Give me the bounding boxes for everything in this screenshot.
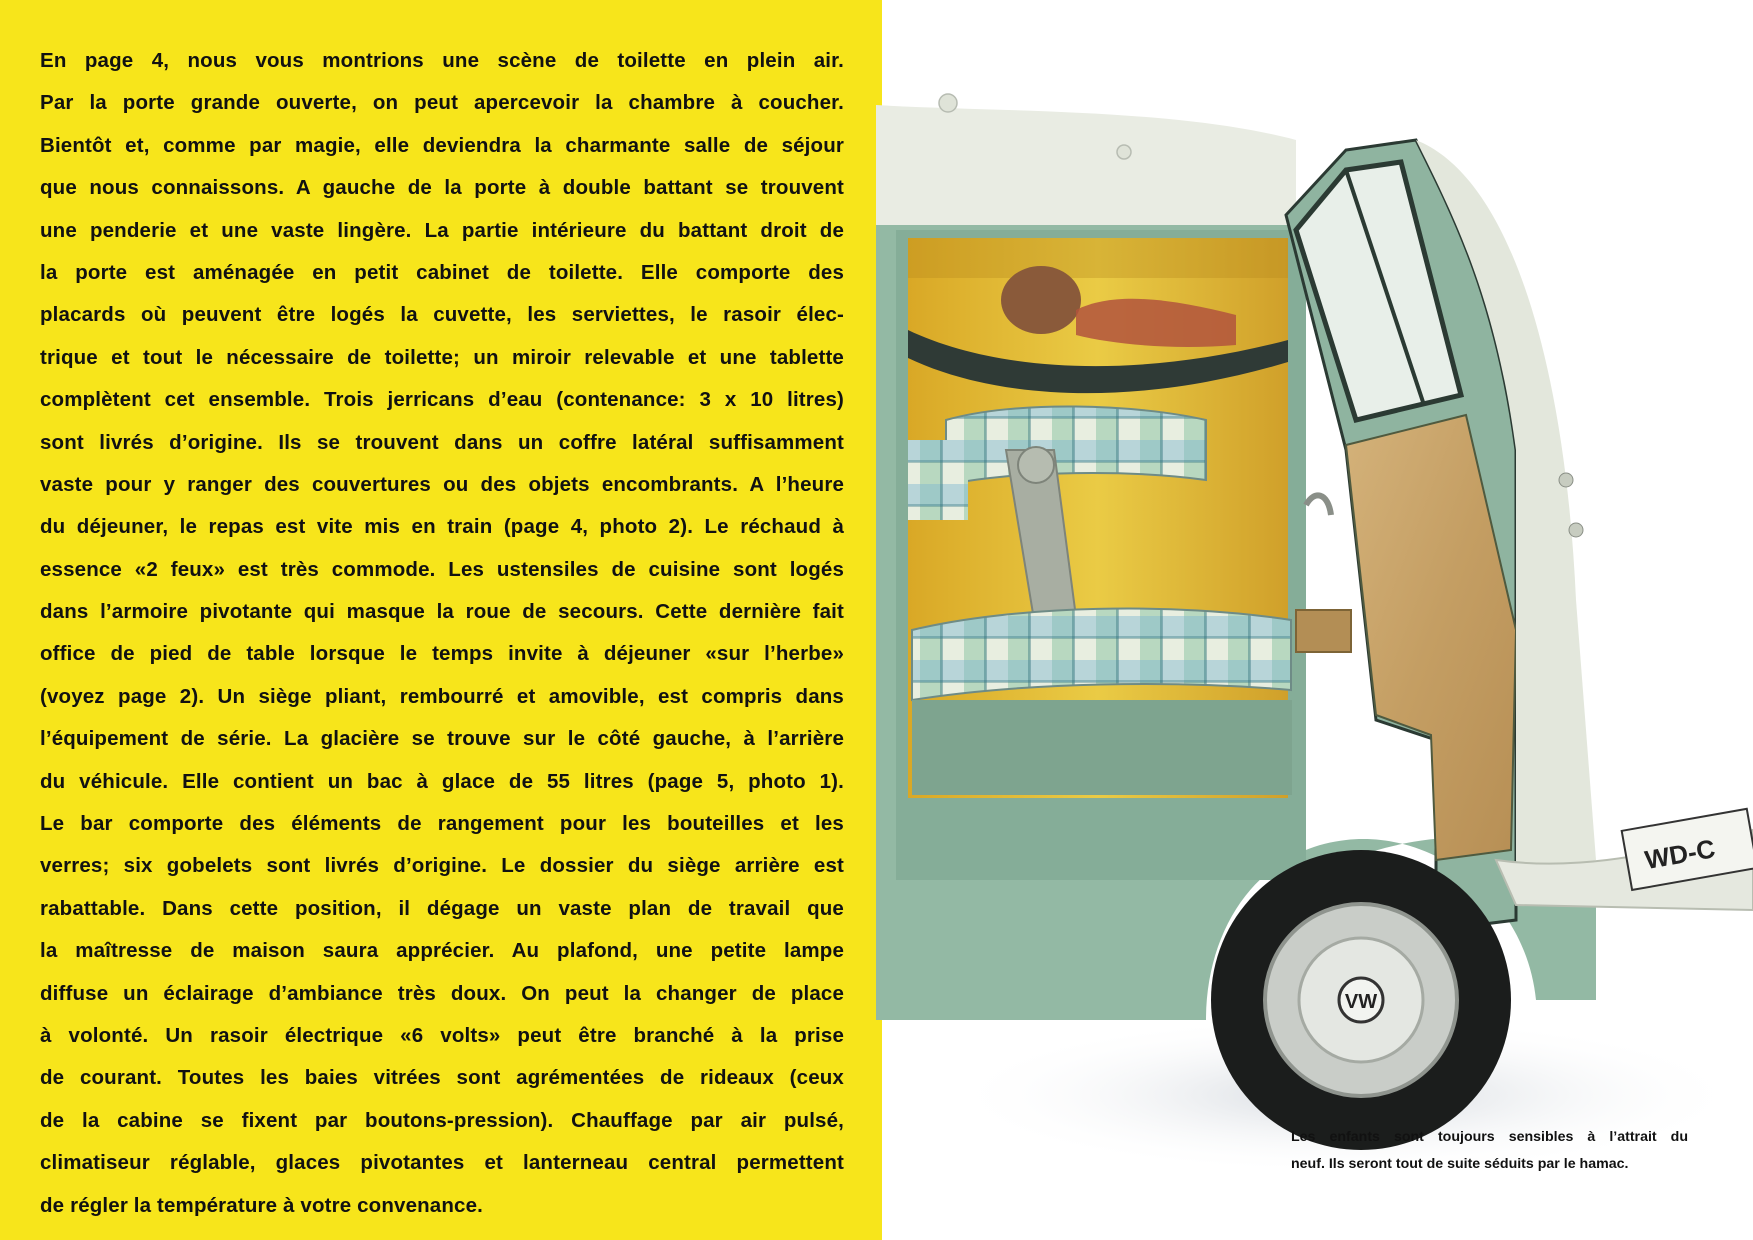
- upper-cushion: [946, 406, 1206, 485]
- roof-light: [939, 94, 957, 112]
- text-line: rabattable. Dans cette position, il dégage un vaste plan de travail que: [40, 896, 844, 920]
- license-plate-text: WD-C: [1642, 833, 1718, 876]
- body-text: [40, 40, 844, 1227]
- text-line: Par la porte grande ouverte, on peut apercevoir la chambre à coucher.: [40, 91, 844, 115]
- text-line: une penderie et une vaste lingère. La partie intérieure du battant droit de: [40, 218, 844, 242]
- text-line: Le bar comporte des éléments de rangement pour les bouteilles et les: [40, 812, 844, 836]
- text-line: trique et tout le nécessaire de toilette; un miroir relevable et une tablette: [40, 345, 844, 369]
- text-line: la maîtresse de maison saura apprécier. Au plafond, une petite lampe: [40, 939, 844, 963]
- text-line: de courant. Toutes les baies vitrées sont agrémentées de rideaux (ceux: [40, 1066, 844, 1090]
- text-line: vaste pour y ranger des couvertures ou des objets encombrants. A l’heure: [40, 472, 844, 496]
- roof-vent: [1117, 145, 1131, 159]
- text-line: diffuse un éclairage d’ambiance très doux. On peut la changer de place: [40, 981, 844, 1005]
- text-line: dans l’armoire pivotante qui masque la roue de secours. Cette dernière fait: [40, 600, 844, 624]
- van-photo: [876, 0, 1753, 1240]
- photo-caption: [1291, 1124, 1688, 1178]
- text-line: (voyez page 2). Un siège pliant, rembourré et amovible, est compris dans: [40, 684, 844, 708]
- wheel: [1211, 850, 1511, 1150]
- hubcap-logo: VW: [1344, 991, 1378, 1013]
- text-line: du déjeuner, le repas est vite mis en train (page 4, photo 2). Le réchaud à: [40, 515, 844, 539]
- text-line: l’équipement de série. La glacière se trouve sur le côté gauche, à l’arrière: [40, 727, 844, 751]
- text-line: la porte est aménagée en petit cabinet de toilette. Elle comporte des: [40, 260, 844, 284]
- text-line: office de pied de table lorsque le temps invite à déjeuner «sur l’herbe»: [40, 642, 844, 666]
- caption-line: Les enfants sont toujours sensibles à l’attrait du: [1291, 1129, 1688, 1145]
- text-line: verres; six gobelets sont livrés d’origine. Le dossier du siège arrière est: [40, 854, 844, 878]
- door-handle: [1306, 495, 1331, 515]
- text-line: à volonté. Un rasoir électrique «6 volts» peut être branché à la prise: [40, 1023, 844, 1047]
- child-head: [1001, 266, 1081, 334]
- text-line: placards où peuvent être logés la cuvette, les serviettes, le rasoir élec-: [40, 303, 844, 327]
- text-line: climatiseur réglable, glaces pivotantes et lanterneau central permettent: [40, 1151, 844, 1175]
- door-vent: [1296, 610, 1351, 652]
- text-line: complètent cet ensemble. Trois jerricans d’eau (contenance: 3 x 10 litres): [40, 388, 844, 412]
- caption-line: neuf. Ils seront tout de suite séduits par le hamac.: [1291, 1156, 1629, 1172]
- text-line: essence «2 feux» est très commode. Les ustensiles de cuisine sont logés: [40, 557, 844, 581]
- van-roof: [876, 105, 1296, 225]
- text-line: En page 4, nous vous montrions une scène de toilette en plein air.: [40, 49, 844, 72]
- text-line: de la cabine se fixent par boutons-pression). Chauffage par air pulsé,: [40, 1108, 844, 1132]
- text-line: de régler la température à votre convenance.: [40, 1193, 483, 1217]
- text-line: que nous connaissons. A gauche de la porte à double battant se trouvent: [40, 176, 844, 200]
- text-line: Bientôt et, comme par magie, elle deviendra la charmante salle de séjour: [40, 133, 844, 157]
- text-line: sont livrés d’origine. Ils se trouvent dans un coffre latéral suffisamment: [40, 430, 844, 454]
- text-line: du véhicule. Elle contient un bac à glace de 55 litres (page 5, photo 1).: [40, 769, 844, 793]
